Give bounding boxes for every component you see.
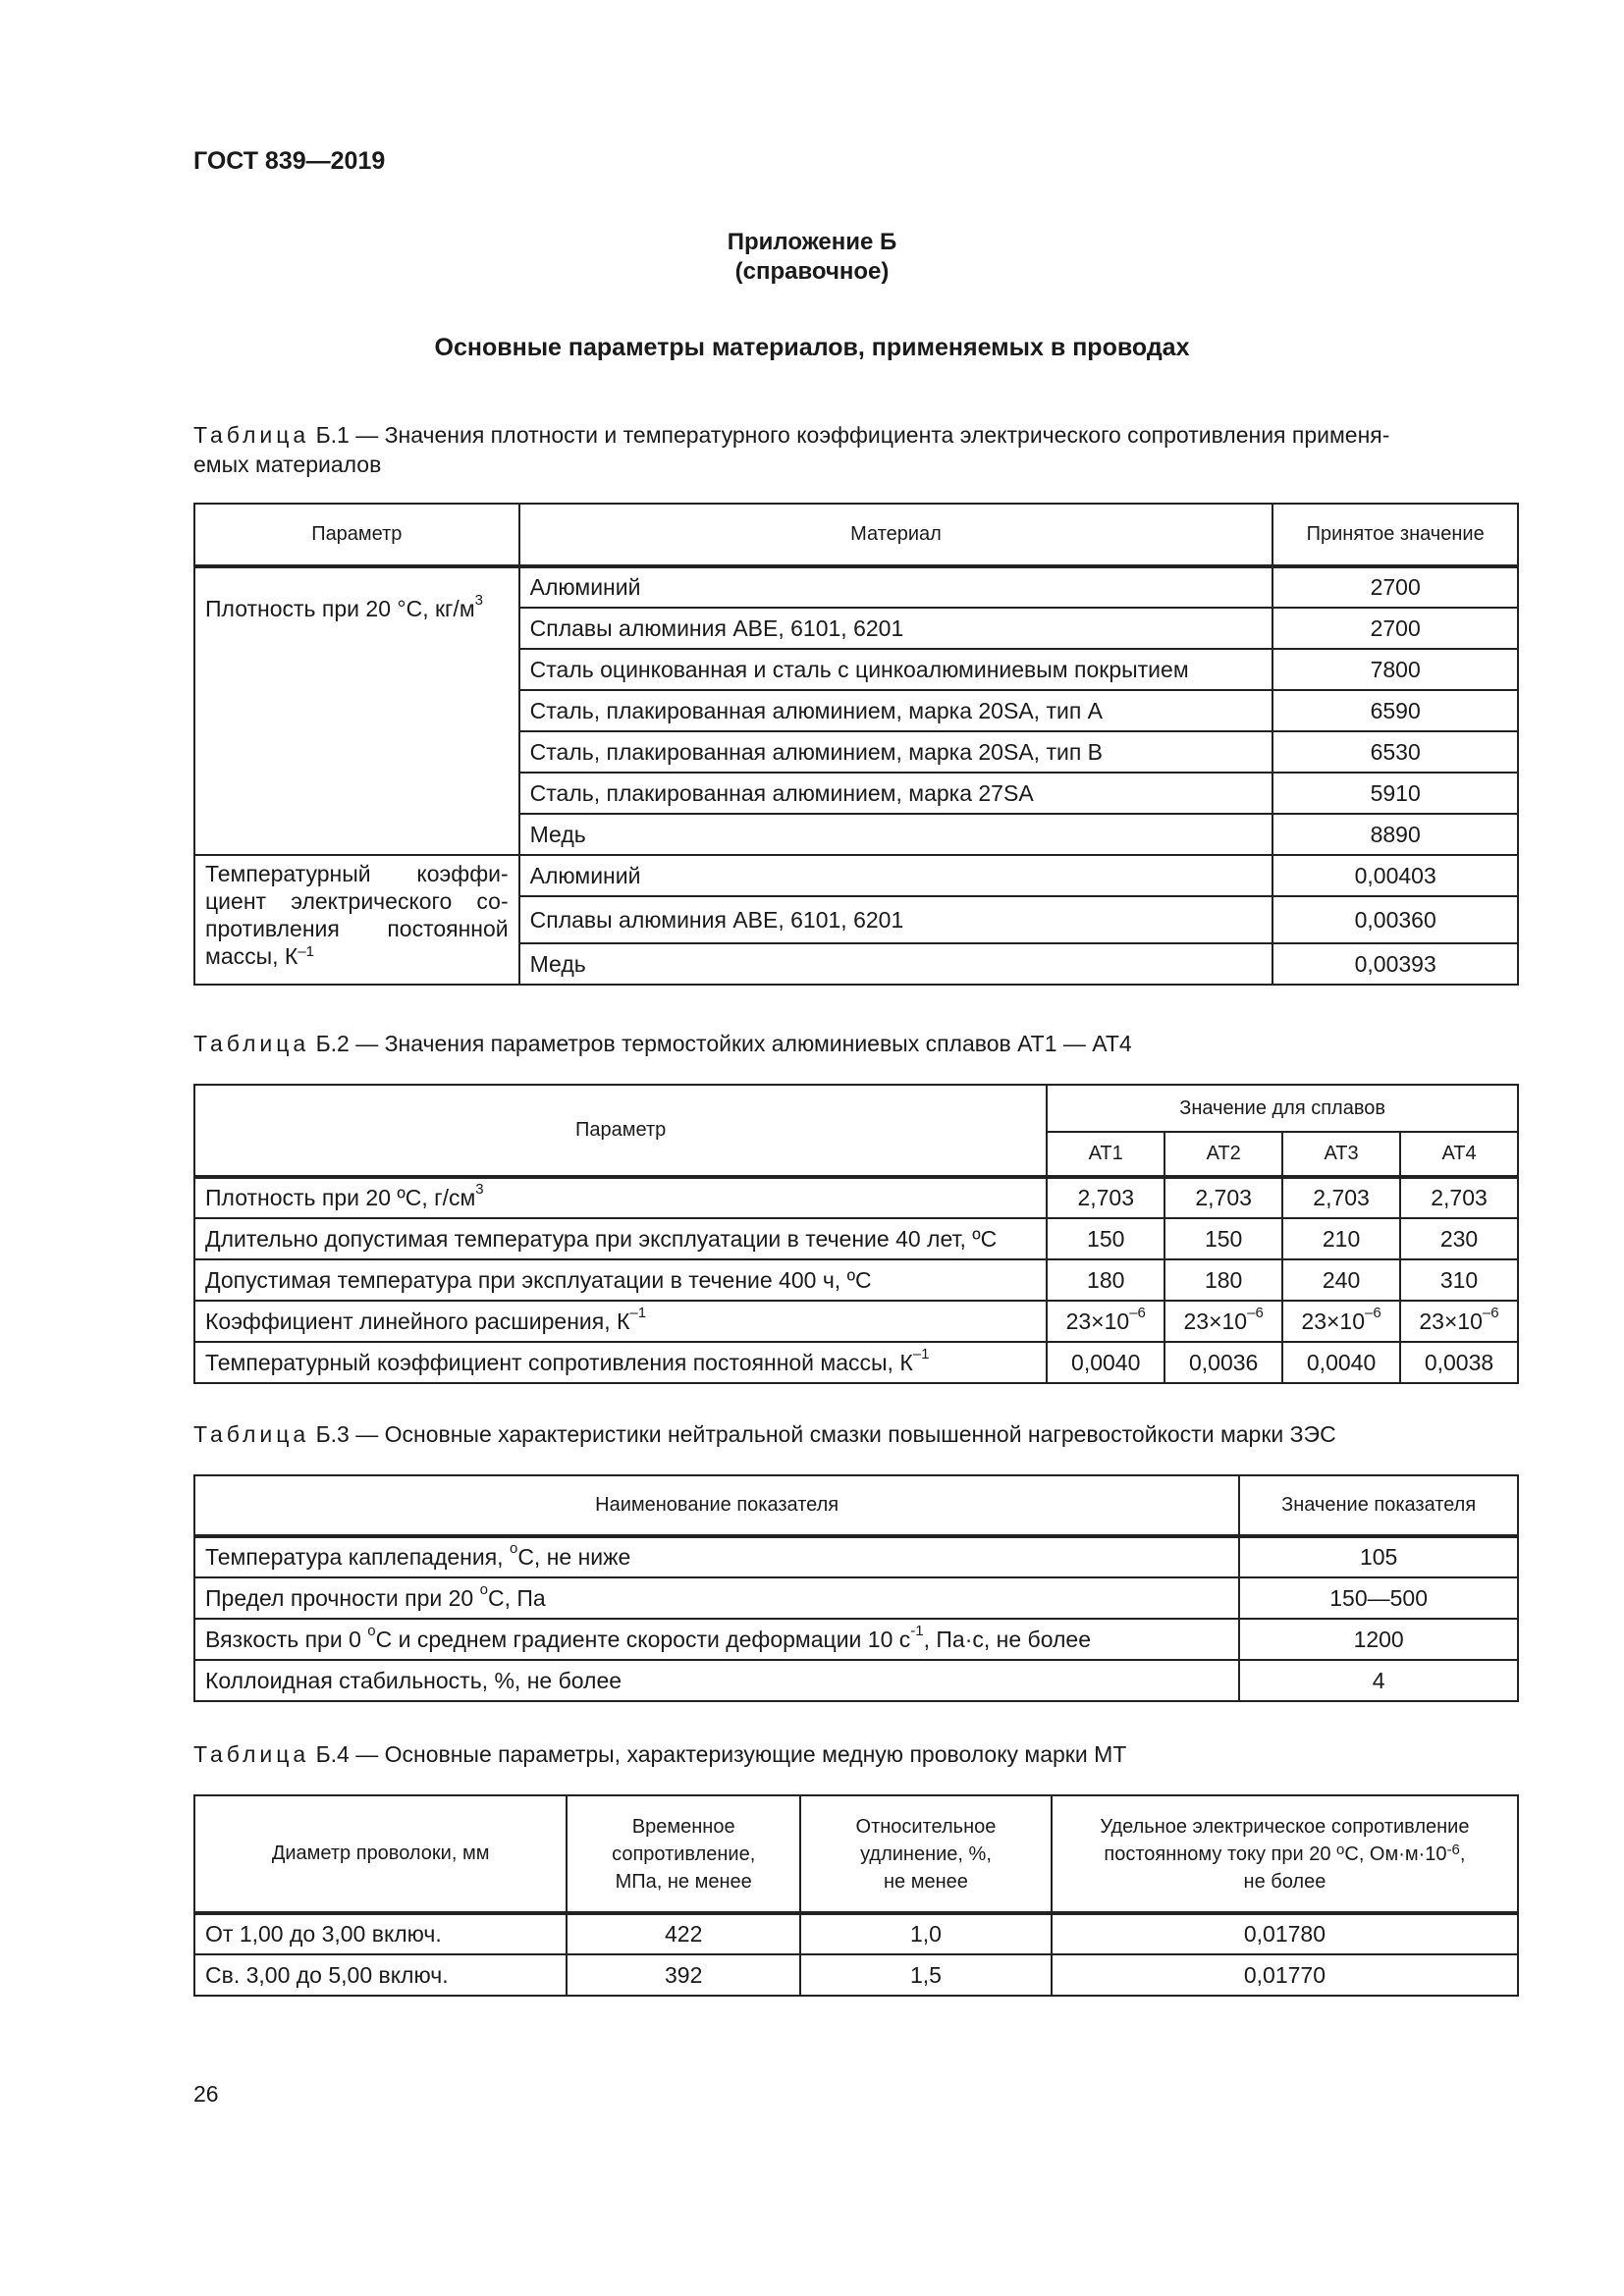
parameter-cell: Плотность при 20 °С, $кг/м^3$ — [194, 566, 519, 855]
material-cell: Сталь оцинкованная и сталь с цинкоалюминиевым покрытием — [519, 649, 1273, 690]
appendix-title: Приложение Б — [727, 229, 897, 255]
table-caption-text: Б.4 — Основные параметры, характеризующие медную проволоку марки МТ — [309, 1741, 1127, 1767]
value-cell: 4 — [1239, 1660, 1518, 1701]
value-cell: 240 — [1282, 1259, 1400, 1301]
indicator-cell: Температура каплепадения, $^о$С, не ниже — [194, 1536, 1239, 1577]
parameter-cell: Температурный коэффициент сопротивления постоянной массы, $К^{-1}$ — [194, 1342, 1047, 1383]
material-cell: Алюминий — [519, 855, 1273, 896]
material-cell: Сталь, плакированная алюминием, марка 20SA, тип В — [519, 731, 1273, 773]
material-cell: Сталь, плакированная алюминием, марка 27SA — [519, 773, 1273, 814]
value-cell: 7800 — [1272, 649, 1518, 690]
diameter-cell: Св. 3,00 до 5,00 включ. — [194, 1954, 567, 1996]
value-cell: 392 — [567, 1954, 800, 1996]
indicator-cell: Предел прочности при 20 $^о$С, Па — [194, 1577, 1239, 1619]
diameter-cell: От 1,00 до 3,00 включ. — [194, 1913, 567, 1954]
value-cell: 105 — [1239, 1536, 1518, 1577]
value-cell: 0,0038 — [1400, 1342, 1518, 1383]
value-cell: 5910 — [1272, 773, 1518, 814]
value-cell: 422 — [567, 1913, 800, 1954]
column-header: Значение показателя — [1239, 1475, 1518, 1536]
value-cell: 8890 — [1272, 814, 1518, 855]
table-b4-caption — [193, 1739, 1519, 1769]
value-cell: 310 — [1400, 1259, 1518, 1301]
value-cell: 0,00403 — [1272, 855, 1518, 896]
column-header: Принятое значение — [1272, 504, 1518, 566]
page-number: 26 — [193, 2081, 219, 2107]
table-row — [194, 566, 1518, 608]
table-row — [194, 1660, 1518, 1701]
table-row — [194, 855, 1518, 896]
value-cell: 0,01770 — [1052, 1954, 1518, 1996]
table-row — [194, 1536, 1518, 1577]
appendix-heading — [0, 228, 1624, 287]
indicator-cell: Коллоидная стабильность, %, не более — [194, 1660, 1239, 1701]
value-cell: 1,5 — [800, 1954, 1052, 1996]
column-header: Наименование показателя — [194, 1475, 1239, 1536]
page-title: Основные параметры материалов, применяемых в проводах — [434, 334, 1190, 361]
value-cell: 2,703 — [1282, 1177, 1400, 1218]
indicator-cell: Вязкость при 0 $^о$С и среднем градиенте скорости деформации 10 $с^{-1}$, Па·с, не более — [194, 1619, 1239, 1660]
value-cell: 2700 — [1272, 566, 1518, 608]
table-row — [194, 1913, 1518, 1954]
table-caption-label: Таблица — [193, 1741, 310, 1767]
value-cell: 180 — [1047, 1259, 1164, 1301]
column-header: Диаметр проволоки, мм — [194, 1795, 567, 1913]
table-caption-text: Б.3 — Основные характеристики нейтральной смазки повышенной нагревостойкости марки ЗЭС — [309, 1421, 1336, 1447]
value-cell: 2700 — [1272, 608, 1518, 649]
value-cell: 0,0040 — [1282, 1342, 1400, 1383]
table-row — [194, 1954, 1518, 1996]
parameter-cell: Плотность при 20 ºС, $г/см^3$ — [194, 1177, 1047, 1218]
material-cell: Сплавы алюминия АВЕ, 6101, 6201 — [519, 608, 1273, 649]
table-row — [194, 1619, 1518, 1660]
value-cell: 6590 — [1272, 690, 1518, 731]
value-cell: 1,0 — [800, 1913, 1052, 1954]
material-cell: Сталь, плакированная алюминием, марка 20SA, тип А — [519, 690, 1273, 731]
value-cell: 2,703 — [1400, 1177, 1518, 1218]
value-cell: $23\times 10^{-6}$ — [1400, 1301, 1518, 1342]
table-row — [194, 1177, 1518, 1218]
alloy-header: АТ1 — [1047, 1132, 1164, 1177]
table-row — [194, 1259, 1518, 1301]
value-cell: 210 — [1282, 1218, 1400, 1259]
value-cell: 150—500 — [1239, 1577, 1518, 1619]
column-header: Значение для сплавов — [1047, 1085, 1518, 1132]
value-cell: 150 — [1047, 1218, 1164, 1259]
table-caption-text: Б.1 — Значения плотности и температурного коэффициента электрического сопротивления применя- — [309, 422, 1390, 448]
value-cell: 2,703 — [1164, 1177, 1282, 1218]
table-caption-text-cont: емых материалов — [193, 452, 382, 477]
value-cell: 0,0036 — [1164, 1342, 1282, 1383]
table-row — [194, 1218, 1518, 1259]
column-header: Временное сопротивление, МПа, не менее — [567, 1795, 800, 1913]
material-cell: Сплавы алюминия АВЕ, 6101, 6201 — [519, 896, 1273, 943]
column-header: Параметр — [194, 504, 519, 566]
value-cell: 0,00393 — [1272, 943, 1518, 985]
table-row — [194, 1577, 1518, 1619]
table-b1 — [193, 503, 1519, 986]
value-cell: 6530 — [1272, 731, 1518, 773]
value-cell: $23\times 10^{-6}$ — [1047, 1301, 1164, 1342]
table-b2 — [193, 1084, 1519, 1384]
material-cell: Алюминий — [519, 566, 1273, 608]
alloy-header: АТ2 — [1164, 1132, 1282, 1177]
column-header: Параметр — [194, 1085, 1047, 1177]
table-caption-label: Таблица — [193, 422, 310, 448]
value-cell: 0,00360 — [1272, 896, 1518, 943]
column-header: Удельное электрическое сопротивление постоянному току при 20 $^о$С, $Ом\cdot м\cdot 10^{-6}$, не более — [1052, 1795, 1518, 1913]
table-b2-caption — [193, 1029, 1519, 1058]
value-cell: 150 — [1164, 1218, 1282, 1259]
value-cell: 180 — [1164, 1259, 1282, 1301]
value-cell: 2,703 — [1047, 1177, 1164, 1218]
value-cell: $23\times 10^{-6}$ — [1164, 1301, 1282, 1342]
table-row — [194, 1342, 1518, 1383]
value-cell: $23\times 10^{-6}$ — [1282, 1301, 1400, 1342]
parameter-cell: Допустимая температура при эксплуатации в течение 400 ч, ºС — [194, 1259, 1047, 1301]
table-row — [194, 1301, 1518, 1342]
value-cell: 0,01780 — [1052, 1913, 1518, 1954]
material-cell: Медь — [519, 943, 1273, 985]
column-header: Относительное удлинение, %, не менее — [800, 1795, 1052, 1913]
value-cell: 0,0040 — [1047, 1342, 1164, 1383]
table-b4 — [193, 1794, 1519, 1997]
table-caption-text: Б.2 — Значения параметров термостойких алюминиевых сплавов АТ1 — АТ4 — [309, 1031, 1132, 1056]
parameter-cell: Длительно допустимая температура при эксплуатации в течение 40 лет, ºС — [194, 1218, 1047, 1259]
table-caption-label: Таблица — [193, 1421, 310, 1447]
table-caption-label: Таблица — [193, 1031, 310, 1056]
alloy-header: АТ3 — [1282, 1132, 1400, 1177]
parameter-cell: Температурный коэффи- циент электрического со- противления постоянной массы, $К^{-1}$ — [194, 855, 519, 985]
column-header: Материал — [519, 504, 1273, 566]
appendix-subtitle: (справочное) — [734, 258, 890, 285]
value-cell: 1200 — [1239, 1619, 1518, 1660]
table-b3 — [193, 1474, 1519, 1702]
parameter-cell: Коэффициент линейного расширения, $К^{-1}$ — [194, 1301, 1047, 1342]
value-cell: 230 — [1400, 1218, 1518, 1259]
alloy-header: АТ4 — [1400, 1132, 1518, 1177]
material-cell: Медь — [519, 814, 1273, 855]
document-code: ГОСТ 839—2019 — [193, 147, 386, 175]
table-b3-caption — [193, 1419, 1519, 1449]
table-b1-caption — [193, 420, 1519, 479]
